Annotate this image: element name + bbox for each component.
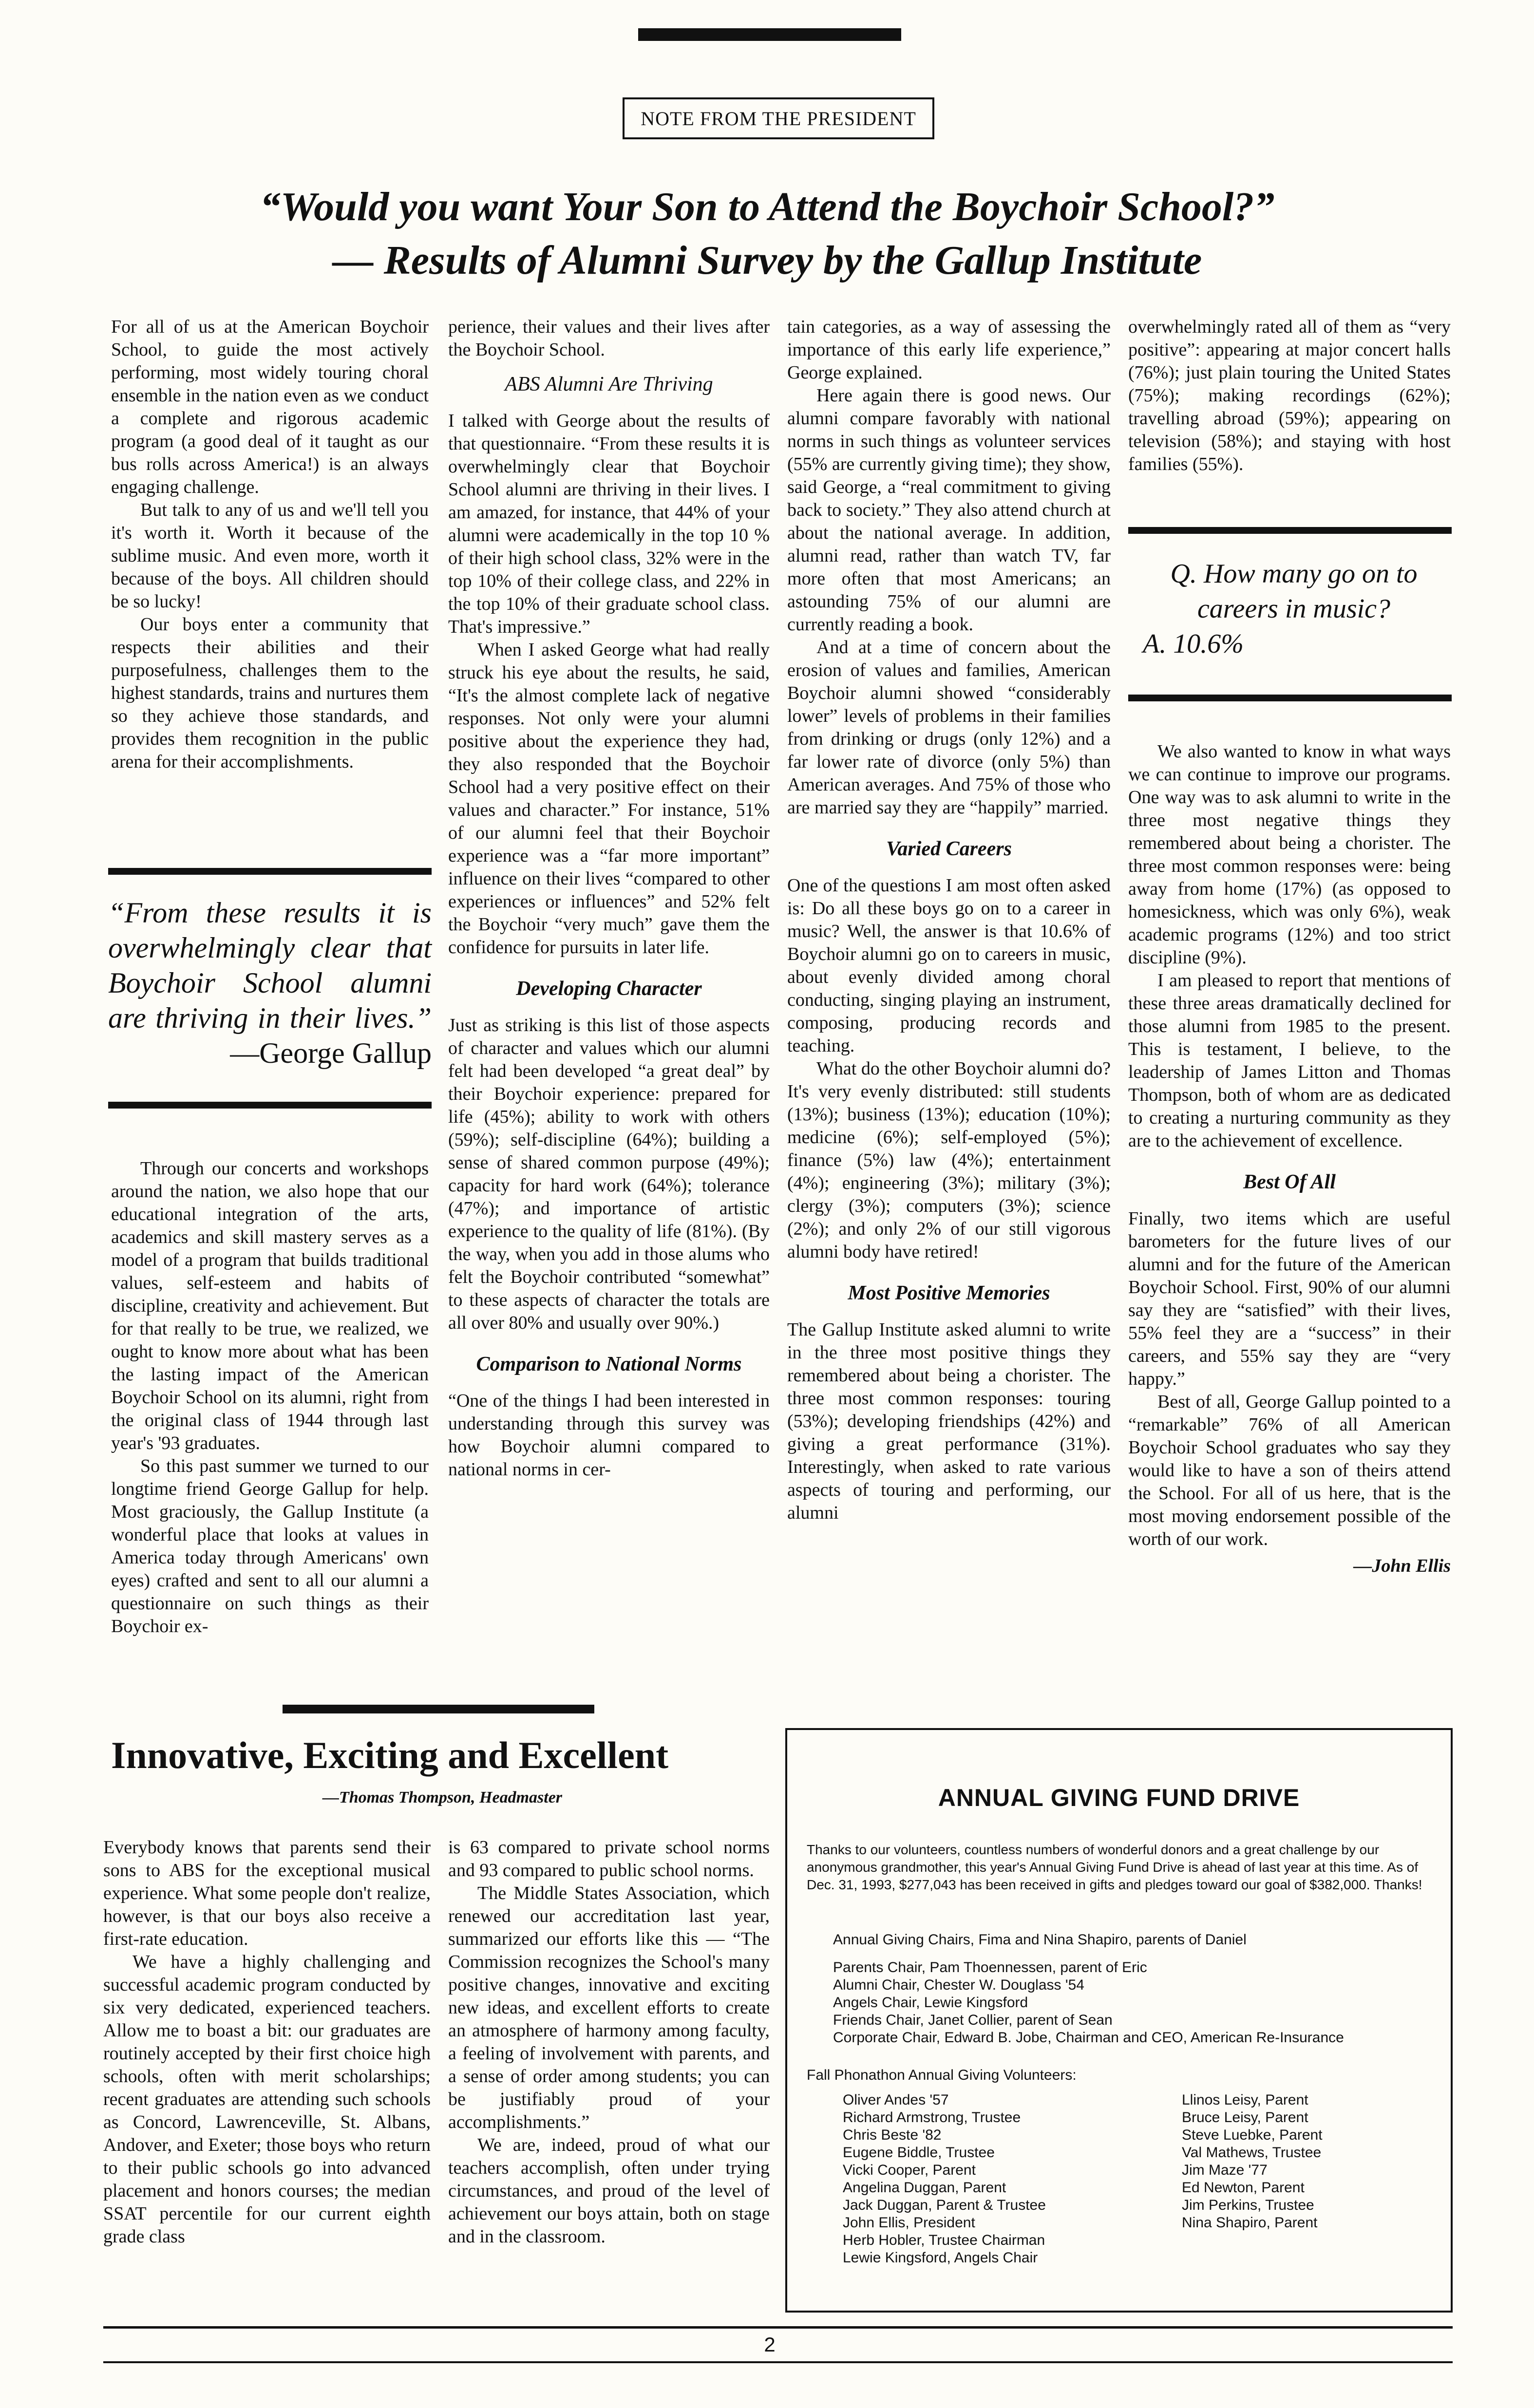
paragraph: One of the questions I am most often asked is: Do all these boys go on to a career in music? Well, the answer is that 10.6% of Boychoir alumni go on to careers in music, about evenly divided among choral conducting, singing playing an instrument, composing, producing records and teaching. xyxy=(787,875,1111,1056)
paragraph: tain categories, as a way of assessing the importance of this early life experience,” George explained. xyxy=(787,317,1111,383)
volunteer-name: Chris Beste '82 xyxy=(843,2127,942,2143)
volunteer-name: Steve Luebke, Parent xyxy=(1182,2127,1323,2143)
qa-rule-bottom xyxy=(1128,695,1452,701)
qa-question-line: Q. How many go on to xyxy=(1170,559,1418,589)
headline xyxy=(97,180,1437,287)
fund-drive-chairs: Annual Giving Chairs, Fima and Nina Shapiro, parents of Daniel xyxy=(833,1932,1247,1948)
pullquote-rule-bottom xyxy=(108,1102,432,1109)
paragraph: overwhelmingly rated all of them as “very positive”: appearing at major concert halls (76%); just plain touring the United States (75%); making recordings (62%); travelling abroad (59%); appearing on television (58%); and staying with host families (55%). xyxy=(1128,317,1451,474)
footer-rule-bottom xyxy=(103,2361,1453,2363)
pullquote-line: overwhelmingly clear that xyxy=(108,932,432,964)
pullquote-attribution: —George Gallup xyxy=(230,1037,432,1069)
volunteer-name: Ed Newton, Parent xyxy=(1182,2180,1305,2196)
paragraph: Best of all, George Gallup pointed to a “remarkable” 76% of all American Boychoir School graduates who say they would like to have a son of theirs attend the School. For all of us here, that is the most moving endorsement possible of the worth of our work. xyxy=(1128,1392,1451,1549)
volunteers-left xyxy=(843,2091,1184,2267)
qa-answer: A. 10.6% xyxy=(1143,629,1244,659)
paragraph: perience, their values and their lives after the Boychoir School. xyxy=(448,317,770,360)
page-number: 2 xyxy=(764,2333,776,2356)
qa-question-line: careers in music? xyxy=(1197,594,1391,624)
volunteer-name: John Ellis, President xyxy=(843,2215,975,2231)
paragraph: The Gallup Institute asked alumni to write in the three most positive things they remembered about being a chorister. The three most common responses: touring (53%); developing friendships (42%) and giving a great performance (31%). Interestingly, when asked to rate various aspects of touring and performing, our alumni xyxy=(787,1319,1111,1523)
article2-top-rule xyxy=(283,1705,594,1713)
volunteer-name: Vicki Cooper, Parent xyxy=(843,2162,976,2178)
volunteer-name: Jack Duggan, Parent & Trustee xyxy=(843,2197,1046,2213)
volunteer-name: Herb Hobler, Trustee Chairman xyxy=(843,2232,1045,2248)
article2-title: Innovative, Exciting and Excellent xyxy=(111,1734,669,1776)
volunteers-right xyxy=(1182,2091,1435,2232)
pullquote-qa xyxy=(1143,556,1445,661)
paragraph: The Middle States Association, which renewed our accreditation last year, summarized our efforts like this — “The Commission recognizes the School's many positive changes, innovative and exciting new ideas, and excellent efforts to create an atmosphere of harmony among faculty, a feeling of involvement with parents, and a sense of order among students; you can be justifiably proud of your accomplishments.” xyxy=(448,1883,770,2132)
paragraph: “One of the things I had been interested in understanding through this survey was how Boychoir alumni compared to national norms in cer- xyxy=(448,1391,770,1480)
volunteer-name: Lewie Kingsford, Angels Chair xyxy=(843,2250,1038,2266)
volunteer-name: Oliver Andes '57 xyxy=(843,2092,949,2108)
section-label-text: NOTE FROM THE PRESIDENT xyxy=(641,107,916,130)
subheading: ABS Alumni Are Thriving xyxy=(505,373,713,395)
volunteer-name: Eugene Biddle, Trustee xyxy=(843,2145,995,2161)
role-line: Parents Chair, Pam Thoennessen, parent of Eric xyxy=(833,1959,1147,1975)
subheading: Most Positive Memories xyxy=(848,1282,1050,1304)
subheading: Developing Character xyxy=(516,978,702,1000)
volunteer-name: Llinos Leisy, Parent xyxy=(1182,2092,1308,2108)
role-line: Alumni Chair, Chester W. Douglass '54 xyxy=(833,1977,1084,1993)
paragraph: And at a time of concern about the erosion of values and families, American Boychoir alumni showed “considerably lower” levels of problems in their families from drinking or drugs (only 12%) and a far lower rate of divorce (only 5%) than American averages. And 75% of those who are married say they are “happily” married. xyxy=(787,637,1111,818)
pullquote-line: “From these results it is xyxy=(108,897,432,929)
article-column-4-bottom xyxy=(1128,740,1451,1578)
paragraph: Through our concerts and workshops around the nation, we also hope that our educational integration of the arts, academics and skill mastery serves as a model of a program that builds traditional values, self-esteem and habits of discipline, creativity and achievement. But for that really to be true, we realized, we ought to know more about what has been the lasting impact of the American Boychoir School on its alumni, right from the original class of 1944 through last year's '93 graduates. xyxy=(111,1158,429,1453)
subheading: Varied Careers xyxy=(886,838,1012,860)
signature: —John Ellis xyxy=(1353,1556,1451,1576)
pullquote-rule-top xyxy=(108,868,432,875)
paragraph: Here again there is good news. Our alumni compare favorably with national norms in such things as volunteer services (55% are currently giving time); they show, said George, a “real commitment to giving back to society.” They also attend church at about the national average. In addition, alumni read, rather than watch TV, far more often that most Americans; an astounding 75% of our alumni are currently reading a book. xyxy=(787,385,1111,635)
paragraph: So this past summer we turned to our longtime friend George Gallup for help. Most graciously, the Gallup Institute (a wonderful place that looks at values in America today through Americans' own eyes) crafted and sent to all our alumni a questionnaire on such things as their Boychoir ex- xyxy=(111,1456,429,1637)
headline-line-2: — Results of Alumni Survey by the Gallup Institute xyxy=(332,238,1202,283)
volunteer-name: Nina Shapiro, Parent xyxy=(1182,2215,1318,2231)
pullquote-line: Boychoir School alumni xyxy=(108,967,432,999)
volunteer-name: Jim Perkins, Trustee xyxy=(1182,2197,1314,2213)
article2-column-2 xyxy=(448,1836,770,2248)
fund-drive-box xyxy=(785,1728,1453,2313)
pullquote-gallup xyxy=(108,895,432,1071)
article-column-1-top xyxy=(111,316,429,773)
footer-rule xyxy=(103,2326,1453,2329)
volunteer-name: Val Mathews, Trustee xyxy=(1182,2145,1322,2161)
article2-byline: —Thomas Thompson, Headmaster xyxy=(322,1788,563,1806)
qa-rule-top xyxy=(1128,527,1452,534)
role-line: Corporate Chair, Edward B. Jobe, Chairman and CEO, American Re-Insurance xyxy=(833,2030,1344,2046)
paragraph: Finally, two items which are useful barometers for the future lives of our alumni and for the future of the American Boychoir School. First, 90% of our alumni say they are “satisfied” with their lives, 55% feel they are a “success” in their careers, and 55% say they are “very happy.” xyxy=(1128,1208,1451,1389)
fund-drive-roles xyxy=(833,1959,1447,2047)
subheading: Comparison to National Norms xyxy=(476,1353,742,1375)
article-column-4-top xyxy=(1128,316,1451,476)
volunteer-name: Bruce Leisy, Parent xyxy=(1182,2109,1308,2126)
article-column-2 xyxy=(448,316,770,1481)
volunteer-name: Richard Armstrong, Trustee xyxy=(843,2109,1021,2126)
article-column-3 xyxy=(787,316,1111,1524)
paragraph: For all of us at the American Boychoir School, to guide the most actively performing, most widely touring choral ensemble in the nation even as we conduct a complete and rigorous academic program (a good deal of it taught as our bus rolls across America!) is an always engaging challenge. xyxy=(111,317,429,497)
paragraph: Our boys enter a community that respects their abilities and their purposefulness, challenges them to the highest standards, trains and nurtures them so they achieve those standards, and provides them recognition in the public arena for their accomplishments. xyxy=(111,614,429,772)
subheading: Best Of All xyxy=(1243,1171,1336,1193)
paragraph: Just as striking is this list of those aspects of character and values which our alumni felt had been developed “a great deal” by their Boychoir experience: prepared for life (45%); ability to work with others (59%); self-discipline (64%); building a sense of shared common purpose (49%); capacity for hard work (64%); tolerance (47%); and importance of artistic experience to the quality of life (81%). (By the way, when you add in those alums who felt the Boychoir contributed “somewhat” to these aspects of character the totals are all over 80% and usually over 90%.) xyxy=(448,1015,770,1333)
fund-drive-intro: Thanks to our volunteers, countless numbers of wonderful donors and a great challenge by our anonymous grandmother, this year's Annual Giving Fund Drive is ahead of last year at this time. As of Dec. 31, 1993, $277,043 has been received in gifts and pledges toward our goal of $382,000. Thanks! xyxy=(807,1842,1422,1892)
paragraph: We also wanted to know in what ways we can continue to improve our programs. One way was to ask alumni to write in the three most negative things they remembered about being a chorister. The three most common responses were: being away from home (17%) (as opposed to homesickness, which was only 6%), weak academic programs (12%) and too strict discipline (9%). xyxy=(1128,741,1451,968)
paragraph: I talked with George about the results of that questionnaire. “From these results it is overwhelmingly clear that Boychoir School alumni are thriving in their lives. I am amazed, for instance, that 44% of your alumni were academically in the top 10 % of their high school class, 32% were in the top 10% of their college class, and 22% in the top 10% of their graduate school class. That's impressive.” xyxy=(448,411,770,637)
headline-line-1: “Would you want Your Son to Attend the Boychoir School?” xyxy=(260,184,1275,229)
volunteers-heading: Fall Phonathon Annual Giving Volunteers: xyxy=(807,2067,1077,2083)
article-column-1-bottom xyxy=(111,1157,429,1638)
paragraph: What do the other Boychoir alumni do? It's very evenly distributed: still students (13%); business (13%); education (10%); medicine (6%); self-employed (5%); finance (5%) law (4%); entertainment (4%); engineering (3%); military (3%); clergy (3%); computers (3%); science (2%); and only 2% of our still vigorous alumni body have retired! xyxy=(787,1058,1111,1262)
paragraph: We are, indeed, proud of what our teachers accomplish, often under trying circumstances, and proud of the level of achievement our boys attain, both on stage and in the classroom. xyxy=(448,2135,770,2247)
section-label xyxy=(623,97,934,139)
paragraph: When I asked George what had really struck his eye about the results, he said, “It's the almost complete lack of negative responses. Not only were your alumni positive about the experience they had, they also responded that the Boychoir School had a very positive effect on their values and character.” For instance, 51% of our alumni feel that their Boychoir experience was a “far more important” influence on their lives “compared to other experiences or influences” and 52% felt the Boychoir “very much” gave them the confidence for pursuits in later life. xyxy=(448,640,770,958)
fund-drive-title: ANNUAL GIVING FUND DRIVE xyxy=(938,1784,1300,1811)
volunteer-name: Jim Maze '77 xyxy=(1182,2162,1268,2178)
pullquote-line: are thriving in their lives.” xyxy=(108,1002,432,1034)
paragraph: Everybody knows that parents send their sons to ABS for the exceptional musical experience. What some people don't realize, however, is that our boys also receive a first-rate education. xyxy=(103,1837,431,1949)
role-line: Angels Chair, Lewie Kingsford xyxy=(833,1994,1028,2011)
paragraph: I am pleased to report that mentions of these three areas dramatically declined for those alumni from 1985 to the present. This is testament, I believe, to the leadership of James Litton and Thomas Thompson, both of whom are as dedicated to creating a nurturing community as they are to the achievement of excellence. xyxy=(1128,970,1451,1151)
paragraph: But talk to any of us and we'll tell you it's worth it. Worth it because of the sublime music. And even more, worth it because of the boys. All children should be so lucky! xyxy=(111,500,429,612)
paragraph: is 63 compared to private school norms and 93 compared to public school norms. xyxy=(448,1837,770,1881)
volunteer-name: Angelina Duggan, Parent xyxy=(843,2180,1006,2196)
article2-column-1 xyxy=(103,1836,431,2248)
paragraph: We have a highly challenging and successful academic program conducted by six very dedicated, experienced teachers. Allow me to boast a bit: our graduates are routinely accepted by their first choice high schools, often with merit scholarships; recent graduates are attending such schools as Concord, Lawrenceville, St. Albans, Andover, and Exeter; those boys who return to their public schools go into advanced placement and honors courses; the median SSAT percentile for our current eighth grade class xyxy=(103,1952,431,2247)
role-line: Friends Chair, Janet Collier, parent of Sean xyxy=(833,2012,1113,2028)
top-rule xyxy=(638,28,901,41)
